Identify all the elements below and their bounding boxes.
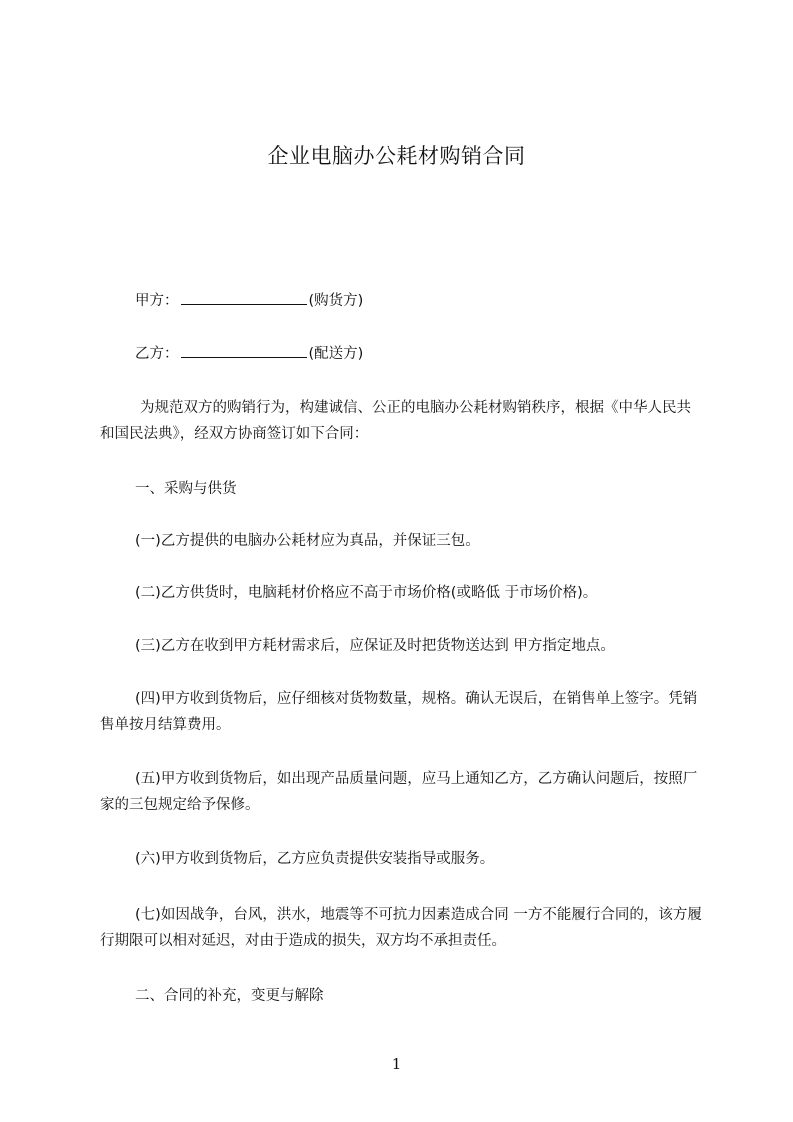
- party-b-line: [100, 341, 705, 367]
- preamble: 为规范双方的购销行为，构建诚信、公正的电脑办公耗材购销秩序，根据《中华人民共和国民法典》，经双方协商签订如下合同：: [100, 400, 691, 442]
- party-a-role: (购货方): [308, 293, 364, 309]
- clause-7: (七)如因战争，台风，洪水，地震等不可抗力因素造成合同 一方不能履行合同的，该方履行期限可以相对延迟，对由于造成的损失，双方均不承担责任。: [100, 907, 702, 949]
- clause-5: (五)甲方收到货物后，如出现产品质量问题，应马上通知乙方，乙方确认问题后，按照厂家的三包规定给予保修。: [100, 771, 698, 813]
- section-heading-2: 二、合同的补充，变更与解除: [135, 988, 324, 1004]
- party-a-blank: [181, 290, 307, 305]
- party-b-blank: [181, 343, 307, 358]
- clause-6: (六)甲方收到货物后，乙方应负责提供安装指导或服务。: [135, 851, 495, 867]
- page-number: 1: [391, 1055, 402, 1073]
- clause-3: (三)乙方在收到甲方耗材需求后，应保证及时把货物送达到 甲方指定地点。: [135, 638, 615, 654]
- clause-2: (二)乙方供货时，电脑耗材价格应不高于市场价格(或略低 于市场价格)。: [135, 585, 598, 601]
- party-a-label: 甲方：: [135, 293, 179, 309]
- party-b-label: 乙方：: [135, 346, 179, 362]
- section-heading-1: 一、采购与供货: [135, 481, 237, 497]
- clause-1: (一)乙方提供的电脑办公耗材应为真品，并保证三包。: [135, 533, 480, 549]
- party-a-line: [100, 288, 705, 314]
- document-title: 企业电脑办公耗材购销合同: [267, 144, 526, 168]
- party-b-role: (配送方): [308, 346, 364, 362]
- clause-4: (四)甲方收到货物后，应仔细核对货物数量，规格。确认无误后，在销售单上签字。凭销售单按月结算费用。: [100, 691, 698, 733]
